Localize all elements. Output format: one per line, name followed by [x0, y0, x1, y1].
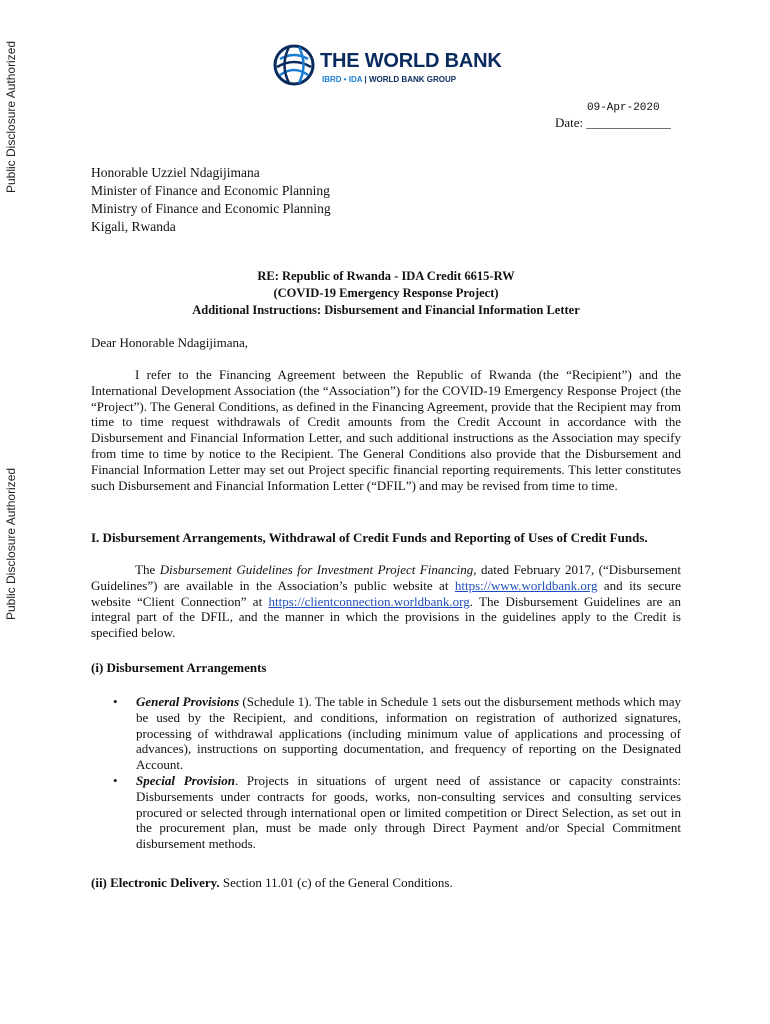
logo-subtitle [322, 75, 456, 84]
recipient-address [91, 164, 491, 236]
globe-icon [272, 43, 316, 87]
worldbank-link[interactable]: https://www.worldbank.org [454, 577, 598, 593]
subject-line: (COVID-19 Emergency Response Project) [273, 286, 499, 300]
list-item [91, 694, 681, 773]
logo-ibrd-ida: IBRD • IDA [322, 75, 363, 84]
logo-group: | WORLD BANK GROUP [364, 75, 457, 84]
address-line: Minister of Finance and Economic Planning [91, 183, 330, 198]
bullet-text: (Schedule 1). The table in Schedule 1 sets out the disbursement methods which may be used by the Recipient, and conditions, information on registration of authorized signatures, processing of withdrawal applications (including minimum value of applications and processing of advances), instructions on supporting documentation, and frequency of reporting on the Designated Account. [136, 694, 682, 773]
bullet-title: Special Provision [136, 772, 235, 788]
text-span: dated February 2017, (“Disbursement Guidelines”) are available in the Association’s public website at [91, 562, 681, 593]
address-line: Honorable Uzziel Ndagijimana [91, 165, 260, 180]
salutation: Dear Honorable Ndagijimana, [91, 335, 249, 350]
text-span: The [135, 562, 160, 577]
date-block [555, 101, 685, 130]
bullet-icon: • [113, 694, 118, 709]
list-item [91, 773, 681, 852]
bullet-title: General Provisions [136, 694, 240, 709]
date-label: Date: _____________ [555, 115, 671, 130]
world-bank-logo [272, 43, 512, 93]
bullet-icon: • [113, 772, 118, 788]
address-line: Ministry of Finance and Economic Planning [91, 201, 331, 216]
client-connection-link[interactable]: https://clientconnection.worldbank.org [268, 593, 470, 609]
section-1-heading: I. Disbursement Arrangements, Withdrawal of Credit Funds and Reporting of Uses of Credit Funds. [91, 530, 648, 545]
subheading-disbursement-arrangements: (i) Disbursement Arrangements [91, 660, 267, 675]
subject-line: RE: Republic of Rwanda - IDA Credit 6615-RW [257, 269, 515, 283]
public-disclosure-label-top: Public Disclosure Authorized [4, 40, 18, 193]
provisions-list [91, 694, 681, 852]
logo-title: THE WORLD BANK [320, 50, 502, 72]
public-disclosure-label-middle: Public Disclosure Authorized [4, 467, 18, 620]
bullet-text: . Projects in situations of urgent need of assistance or capacity constraints: Disbursements under contracts for goods, works, non-consulting services and consulting services procured or selected through international open or limited competition or Direct Selection, as set out in the procurement plan, must be made only through Direct Payment and/or Special Commitment disbursement methods. [136, 772, 681, 852]
date-value: 09-Apr-2020 [587, 102, 660, 114]
subject-line: Additional Instructions: Disbursement and Financial Information Letter [192, 303, 580, 317]
guidelines-title: Disbursement Guidelines for Investment Project Financing, [159, 562, 477, 577]
subject-block [91, 268, 681, 319]
subheading-electronic-delivery: (ii) Electronic Delivery. [91, 875, 220, 890]
text-span: and its secure website “Client Connection” at [91, 577, 681, 609]
electronic-delivery-text: Section 11.01 (c) of the General Conditions. [219, 875, 453, 890]
section-1-paragraph [91, 562, 681, 641]
address-line: Kigali, Rwanda [91, 219, 176, 234]
text-span: . The Disbursement Guidelines are an integral part of the DFIL, and the manner in which the provisions in the guidelines apply to the Credit is specified below. [91, 593, 681, 641]
electronic-delivery [91, 875, 681, 891]
intro-paragraph: I refer to the Financing Agreement between the Republic of Rwanda (the “Recipient”) and the International Development Association (the “Association”) for the COVID-19 Emergency Response Project (the “Project”). The General Conditions, as defined in the Financing Agreement, provide that the Recipient may from time to time request withdrawals of Credit amounts from the Credit Account in accordance with the Disbursement and Financial Information Letter, and such additional instructions as the Association may specify from time to time by notice to the Recipient. The General Conditions also provide that the Disbursement and Financial Information Letter may set out Project specific financial reporting requirements. This letter constitutes such Disbursement and Financial Information Letter (“DFIL”) and may be revised from time to time. [91, 367, 681, 493]
